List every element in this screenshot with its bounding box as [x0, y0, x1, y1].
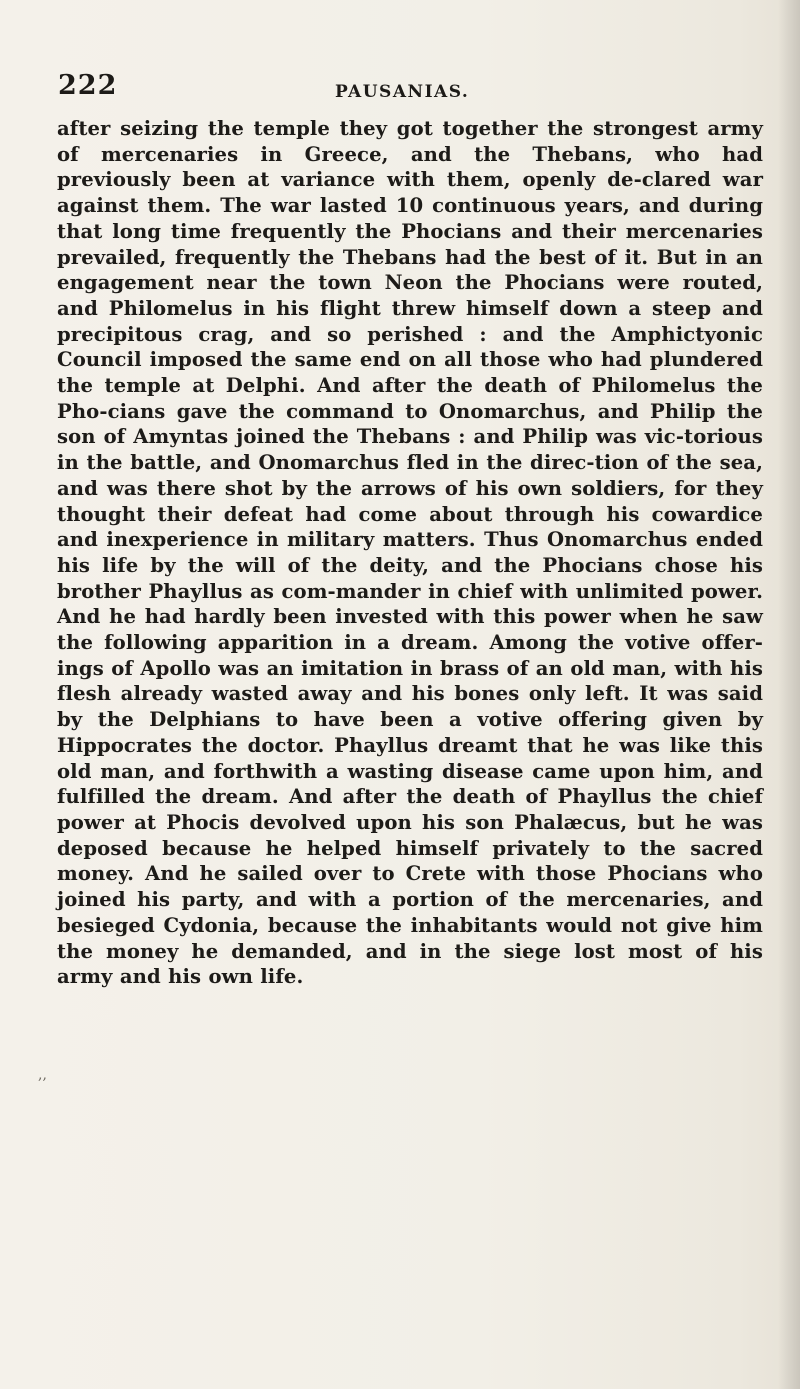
page-number: 222: [58, 70, 118, 101]
body-paragraph: after seizing the temple they got together the strongest army of mercenaries in Greece, and the Thebans, who had previously been at variance with them, openly de-clared war against them. The war lasted 10 continuous years, and during that long time frequently the Phocians and their mercenaries prevailed, frequently the Thebans had the best of it. But in an engagement near the town Neon the Phocians were routed, and Philomelus in his flight threw himself down a steep and precipitous crag, and so perished : and the Amphictyonic Council imposed the same end on all those who had plundered the temple at Delphi. And after the death of Philomelus the Pho-cians gave the command to Onomarchus, and Philip the son of Amyntas joined the Thebans : and Philip was vic-torious in the battle, and Onomarchus fled in the direc-tion of the sea, and was there shot by the arrows of his own soldiers, for they thought their defeat had come about through his cowardice and inexperience in military matters. Thus Onomarchus ended his life by the will of the deity, and the Phocians chose his brother Phayllus as com-mander in chief with unlimited power. And he had hardly been invested with this power when he saw the following apparition in a dream. Among the votive offer-ings of Apollo was an imitation in brass of an old man, with his flesh already wasted away and his bones only left. It was said by the Delphians to have been a votive offering given by Hippocrates the doctor. Phayllus dreamt that he was like this old man, and forthwith a wasting disease came upon him, and fulfilled the dream. And after the death of Phayllus the chief power at Phocis devolved upon his son Phalæcus, but he was deposed because he helped himself privately to the sacred money. And he sailed over to Crete with those Phocians who joined his party, and with a portion of the mercenaries, and besieged Cydonia, because the inhabitants would not give him the money he demanded, and in the siege lost most of his army and his own life.: [57, 117, 763, 989]
running-head: PAUSANIAS.: [335, 82, 470, 102]
spine-shadow: [778, 0, 800, 1389]
margin-mark: ,,: [38, 1067, 47, 1083]
